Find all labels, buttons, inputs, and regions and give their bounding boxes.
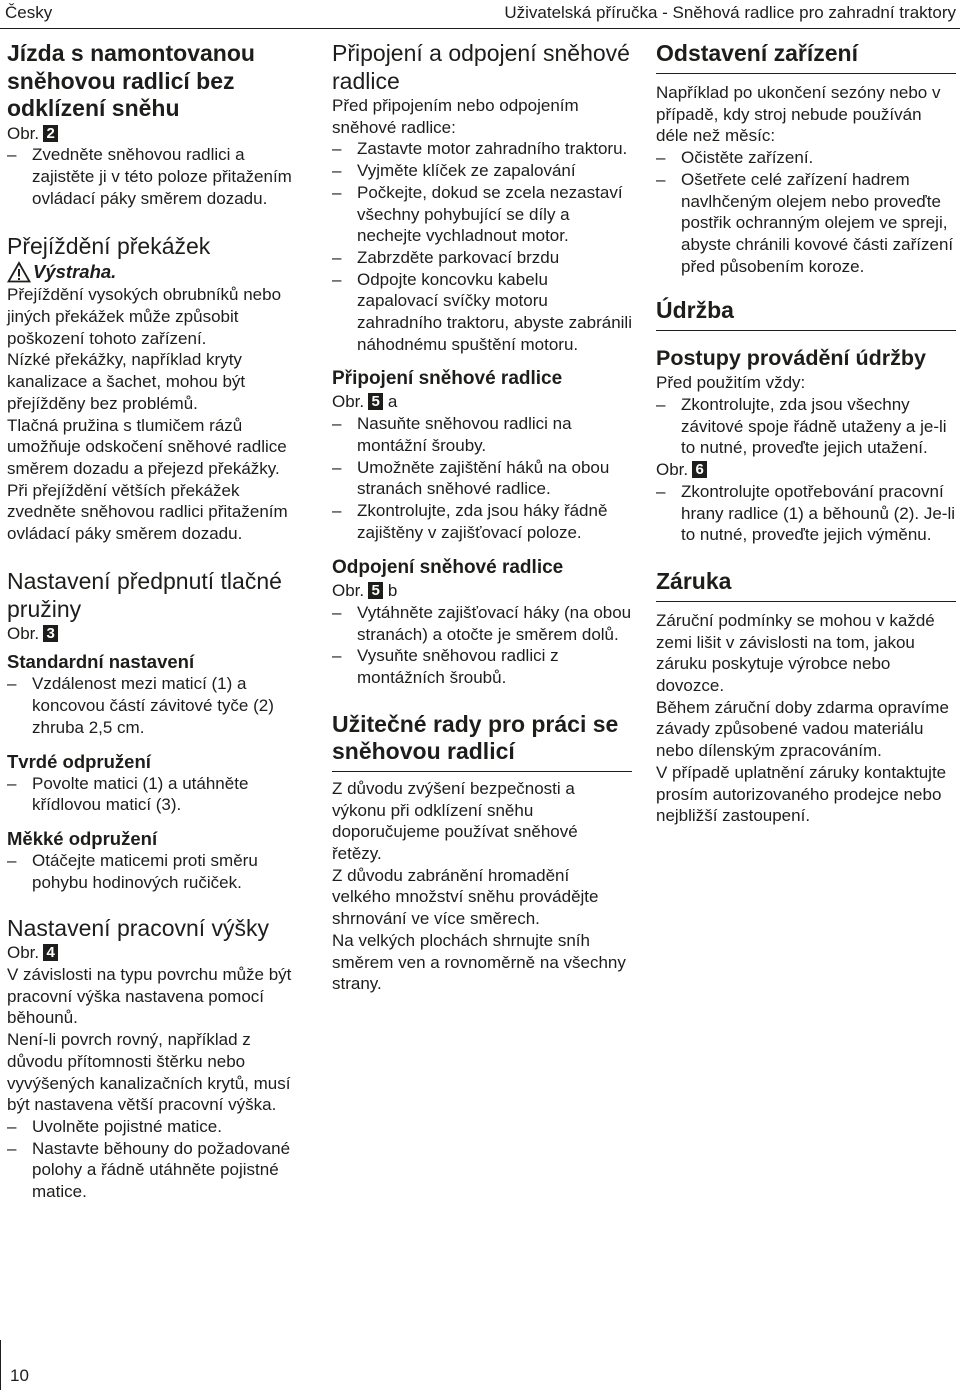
column-1 — [7, 40, 307, 1203]
list-item: – Očistěte zařízení. — [656, 147, 956, 169]
subsection-title: Odpojení sněhové radlice — [332, 557, 564, 579]
paragraph: V závislosti na typu povrchu může být pracovní výška nastavena pomocí běhounů. — [7, 965, 292, 1028]
list-item: – Zkontrolujte opotřebování pracovní hrany radlice (1) a běhounů (2). Je-li to nutné, proveďte jejich výměnu. — [656, 481, 956, 546]
paragraph: Nízké překážky, například kryty kanalizace a šachet, mohou být přejížděny bez problémů. — [7, 350, 246, 413]
list-item: – Vytáhněte zajišťovací háky (na obou stranách) a otočte je směrem dolů. — [332, 602, 632, 645]
paragraph: Před použitím vždy: — [656, 373, 806, 393]
section-rule — [656, 73, 956, 74]
list-item: – Odpojte koncovku kabelu zapalovací svíčky motoru zahradního traktoru, abyste zabránili náhodnému spuštění motoru. — [332, 269, 632, 356]
section-title: Záruka — [656, 567, 732, 594]
paragraph: Před připojením nebo odpojením sněhové radlice: — [332, 96, 579, 137]
section-title: Jízda s namontovanou sněhovou radlicí bez odklízení sněhu — [7, 40, 255, 121]
section-rule — [656, 601, 956, 602]
list-item: – Zabrzděte parkovací brzdu — [332, 247, 632, 269]
list-item: – Počkejte, dokud se zcela nezastaví všechny pohybující se díly a nechejte vychladnout motor. — [332, 182, 632, 247]
list-item: – Zastavte motor zahradního traktoru. — [332, 138, 632, 160]
footer-rule — [0, 1340, 2, 1390]
warning-heading — [7, 260, 307, 284]
section-title: Odstavení zařízení — [656, 40, 858, 66]
list-item: – Zkontrolujte, zda jsou všechny závitové spoje řádně utaženy a je-li to nutné, proveďte jejich utažení. — [656, 394, 956, 459]
section-title: Užitečné rady pro práci se sněhovou radlicí — [332, 710, 619, 764]
section-title: Připojení a odpojení sněhové radlice — [332, 40, 630, 94]
column-2 — [332, 40, 632, 995]
figure-ref: Obr. 5 b — [332, 581, 398, 601]
warning-icon — [7, 261, 31, 283]
list-item: – Nasuňte sněhovou radlici na montážní šrouby. — [332, 413, 632, 456]
subsection-title: Připojení sněhové radlice — [332, 368, 563, 390]
list-item: – Uvolněte pojistné matice. — [7, 1116, 307, 1138]
figure-ref: Obr. 5 a — [332, 392, 398, 412]
paragraph: Není-li povrch rovný, například z důvodu přítomnosti štěrku nebo vyvýšených kanalizačních krytů, musí být nastavena větší pracovní výška. — [7, 1030, 291, 1115]
section-title: Přejíždění překážek — [7, 233, 211, 260]
paragraph: Například po ukončení sezóny nebo v případě, kdy stroj nebude používán déle než měsíc: — [656, 83, 941, 146]
page-number: 10 — [10, 1366, 29, 1385]
list-item: – Otáčejte maticemi proti směru pohybu hodinových ručiček. — [7, 850, 307, 893]
list-item: – Nastavte běhouny do požadované polohy a řádně utáhněte pojistné matice. — [7, 1138, 307, 1203]
paragraph: Z důvodu zvýšení bezpečnosti a výkonu při odklízení sněhu doporučujeme používat sněhové řetězy. — [332, 778, 578, 863]
paragraph: Záruční podmínky se mohou v každé zemi lišit v závislosti na tom, jakou záruku poskytuje výrobce nebo dovozce. — [656, 610, 935, 696]
subsection-title: Měkké odpružení — [7, 827, 158, 849]
header-rule — [0, 28, 960, 29]
figure-ref: Obr. 4 — [7, 942, 307, 964]
paragraph: Na velkých plochách shrnujte sníh směrem ven a rovnoměrně na všechny strany. — [332, 930, 626, 994]
section-rule — [332, 771, 632, 772]
list-item: – Povolte matici (1) a utáhněte křídlovou maticí (3). — [7, 773, 307, 816]
paragraph: Tlačná pružina s tlumičem rázů umožňuje odskočení sněhové radlice směrem dozadu a přejezd překážky. — [7, 415, 287, 478]
page-header — [0, 0, 960, 28]
list-item: – Vyjměte klíček ze zapalování — [332, 160, 632, 182]
section-title: Nastavení pracovní výšky — [7, 915, 270, 942]
figure-ref: Obr. 3 — [7, 623, 307, 645]
list-item: – Zvedněte sněhovou radlici a zajistěte ji v této poloze přitažením ovládací páky směrem dozadu. — [7, 144, 307, 209]
list-item: – Umožněte zajištění háků na obou stranách sněhové radlice. — [332, 457, 632, 500]
list-item: – Vysuňte sněhovou radlici z montážních šroubů. — [332, 645, 632, 688]
language-label: Česky — [5, 3, 53, 22]
section-rule — [656, 330, 956, 331]
paragraph: Při přejíždění větších překážek zvedněte sněhovou radlici přitažením ovládací páky směrem dozadu. — [7, 480, 288, 544]
list-item: – Zkontrolujte, zda jsou háky řádně zajištěny v zajišťovací poloze. — [332, 500, 632, 543]
figure-number: 3 — [43, 625, 58, 642]
paragraph: V případě uplatnění záruky kontaktujte prosím autorizovaného prodejce nebo nejbližší zastoupení. — [656, 762, 947, 826]
list-item: – Ošetřete celé zařízení hadrem navlhčeným olejem nebo proveďte postřik ochranným olejem ve spreji, abyste chránili kovové části zařízení před působením koroze. — [656, 169, 956, 278]
figure-ref: Obr. 6 — [656, 459, 956, 481]
figure-ref: Obr. 2 — [7, 123, 307, 145]
figure-number: 5 — [368, 582, 383, 599]
subsection-title: Postupy provádění údržby — [656, 346, 926, 371]
figure-number: 2 — [43, 125, 58, 142]
section-title: Nastavení předpnutí tlačné pružiny — [7, 567, 282, 622]
paragraph: Z důvodu zabránění hromadění velkého množství sněhu provádějte shrnování ve více směrech. — [332, 865, 599, 929]
section-title: Údržba — [656, 297, 734, 324]
figure-number: 6 — [692, 461, 707, 478]
figure-number: 4 — [43, 944, 58, 961]
column-3 — [656, 40, 956, 827]
subsection-title: Standardní nastavení — [7, 651, 195, 673]
figure-number: 5 — [368, 393, 383, 410]
subsection-title: Tvrdé odpružení — [7, 750, 151, 772]
list-item: – Vzdálenost mezi maticí (1) a koncovou částí závitové tyče (2) zhruba 2,5 cm. — [7, 673, 307, 738]
warning-text: Přejíždění vysokých obrubníků nebo jiných překážek může způsobit poškození tohoto zařízení. — [7, 285, 282, 348]
document-title: Uživatelská příručka - Sněhová radlice pro zahradní traktory — [504, 3, 956, 22]
paragraph: Během záruční doby zdarma opravíme závady způsobené vadou materiálu nebo dílenským zpracováním. — [656, 697, 949, 761]
warning-label: Výstraha. — [33, 261, 117, 283]
